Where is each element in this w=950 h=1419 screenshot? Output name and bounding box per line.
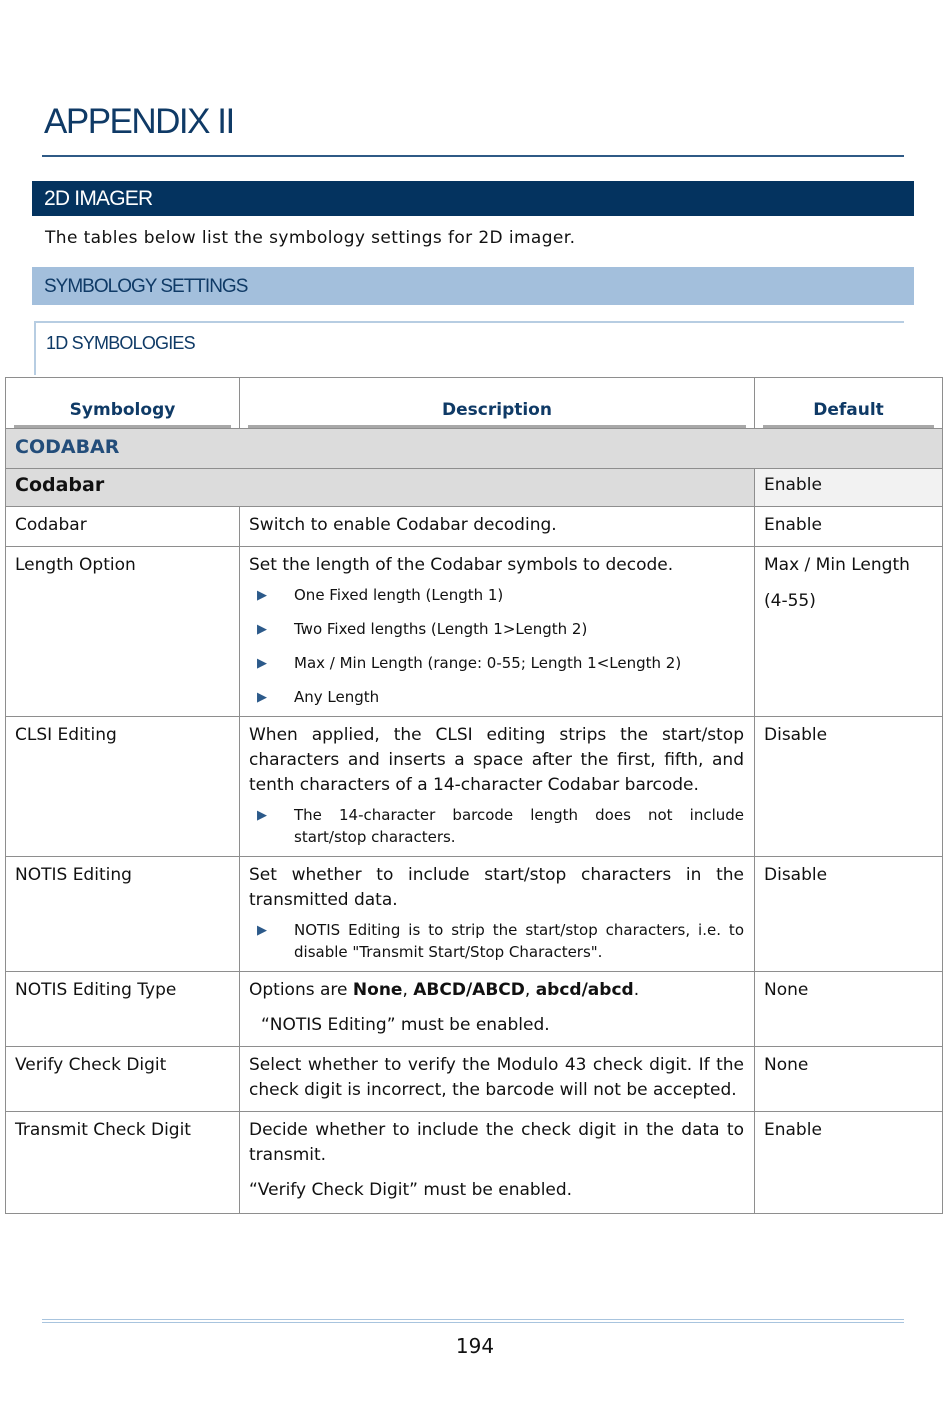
triangle-bullet-icon: ▶ — [257, 622, 267, 637]
list-item: ▶ NOTIS Editing is to strip the start/stop characters, i.e. to disable "Transmit Start/Stop Characters". — [257, 921, 744, 961]
triangle-bullet-icon: ▶ — [257, 808, 267, 823]
table-row — [6, 1047, 943, 1112]
intro-text: The tables below list the symbology settings for 2D imager. — [45, 228, 576, 248]
list-item: ▶ Two Fixed lengths (Length 1>Length 2) — [249, 618, 744, 640]
row-default: Max / Min Length (4-55) — [755, 547, 943, 717]
triangle-bullet-icon: ▶ — [257, 923, 267, 938]
option-list — [249, 919, 744, 963]
row-name: Verify Check Digit — [6, 1047, 240, 1112]
row-name: Transmit Check Digit — [6, 1112, 240, 1214]
title-rule — [42, 155, 904, 157]
list-item: ▶ The 14-character barcode length does not include start/stop characters. — [257, 806, 744, 846]
symbology-table — [5, 377, 943, 1214]
list-item: ▶ Any Length — [249, 686, 744, 708]
subgroup-row — [6, 469, 943, 507]
row-description-text: Decide whether to include the check digit in the data to transmit. — [249, 1120, 744, 1165]
row-description-text: Options are None, ABCD/ABCD, abcd/abcd. — [249, 980, 640, 1000]
row-default: Enable — [755, 1112, 943, 1214]
row-description-text: When applied, the CLSI editing strips the start/stop characters and inserts a space after the first, fifth, and tenth characters of a 14-character Codabar barcode. — [249, 725, 744, 795]
subgroup-default: Enable — [755, 469, 943, 507]
option-list — [249, 584, 744, 708]
triangle-bullet-icon: ▶ — [257, 588, 267, 603]
subgroup-label: Codabar — [6, 469, 755, 507]
subsubsection-heading: 1D SYMBOLOGIES — [46, 333, 195, 353]
row-name: NOTIS Editing Type — [6, 972, 240, 1047]
row-default: None — [755, 1047, 943, 1112]
header-default: Default — [755, 378, 943, 429]
table-row — [6, 972, 943, 1047]
header-symbology: Symbology — [6, 378, 240, 429]
list-item: ▶ One Fixed length (Length 1) — [249, 584, 744, 606]
row-description: Switch to enable Codabar decoding. — [240, 507, 755, 547]
group-row — [6, 429, 943, 469]
row-name: CLSI Editing — [6, 717, 240, 857]
row-description-text: Set whether to include start/stop characters in the transmitted data. — [249, 865, 744, 910]
row-name: Codabar — [6, 507, 240, 547]
page-number: 194 — [455, 1334, 495, 1358]
table-row — [6, 507, 943, 547]
row-description: Select whether to verify the Modulo 43 check digit. If the check digit is incorrect, the barcode will not be accepted. — [240, 1047, 755, 1112]
triangle-bullet-icon: ▶ — [257, 690, 267, 705]
table-row — [6, 717, 943, 857]
row-description — [240, 1112, 755, 1214]
section-heading: 2D IMAGER — [32, 181, 914, 216]
footer-rule — [42, 1319, 904, 1323]
row-default: Enable — [755, 507, 943, 547]
triangle-bullet-icon: ▶ — [257, 656, 267, 671]
row-name: NOTIS Editing — [6, 857, 240, 972]
header-description: Description — [240, 378, 755, 429]
row-default: Disable — [755, 857, 943, 972]
row-note: “NOTIS Editing” must be enabled. — [261, 1015, 550, 1035]
option-list — [249, 804, 744, 848]
list-item: ▶ Max / Min Length (range: 0-55; Length 1<Length 2) — [249, 652, 744, 674]
subsubsection-frame — [34, 321, 904, 375]
row-description — [240, 547, 755, 717]
row-note: “Verify Check Digit” must be enabled. — [249, 1180, 573, 1200]
subsection-heading: SYMBOLOGY SETTINGS — [32, 267, 914, 305]
table-header-row — [6, 378, 943, 429]
row-default: None — [755, 972, 943, 1047]
row-description-text: Set the length of the Codabar symbols to decode. — [249, 555, 674, 575]
row-description — [240, 717, 755, 857]
table-row — [6, 857, 943, 972]
row-name: Length Option — [6, 547, 240, 717]
row-default: Disable — [755, 717, 943, 857]
row-description — [240, 972, 755, 1047]
appendix-title: APPENDIX II — [44, 102, 234, 141]
table-row — [6, 547, 943, 717]
group-label: CODABAR — [6, 429, 943, 469]
table-row — [6, 1112, 943, 1214]
row-description — [240, 857, 755, 972]
